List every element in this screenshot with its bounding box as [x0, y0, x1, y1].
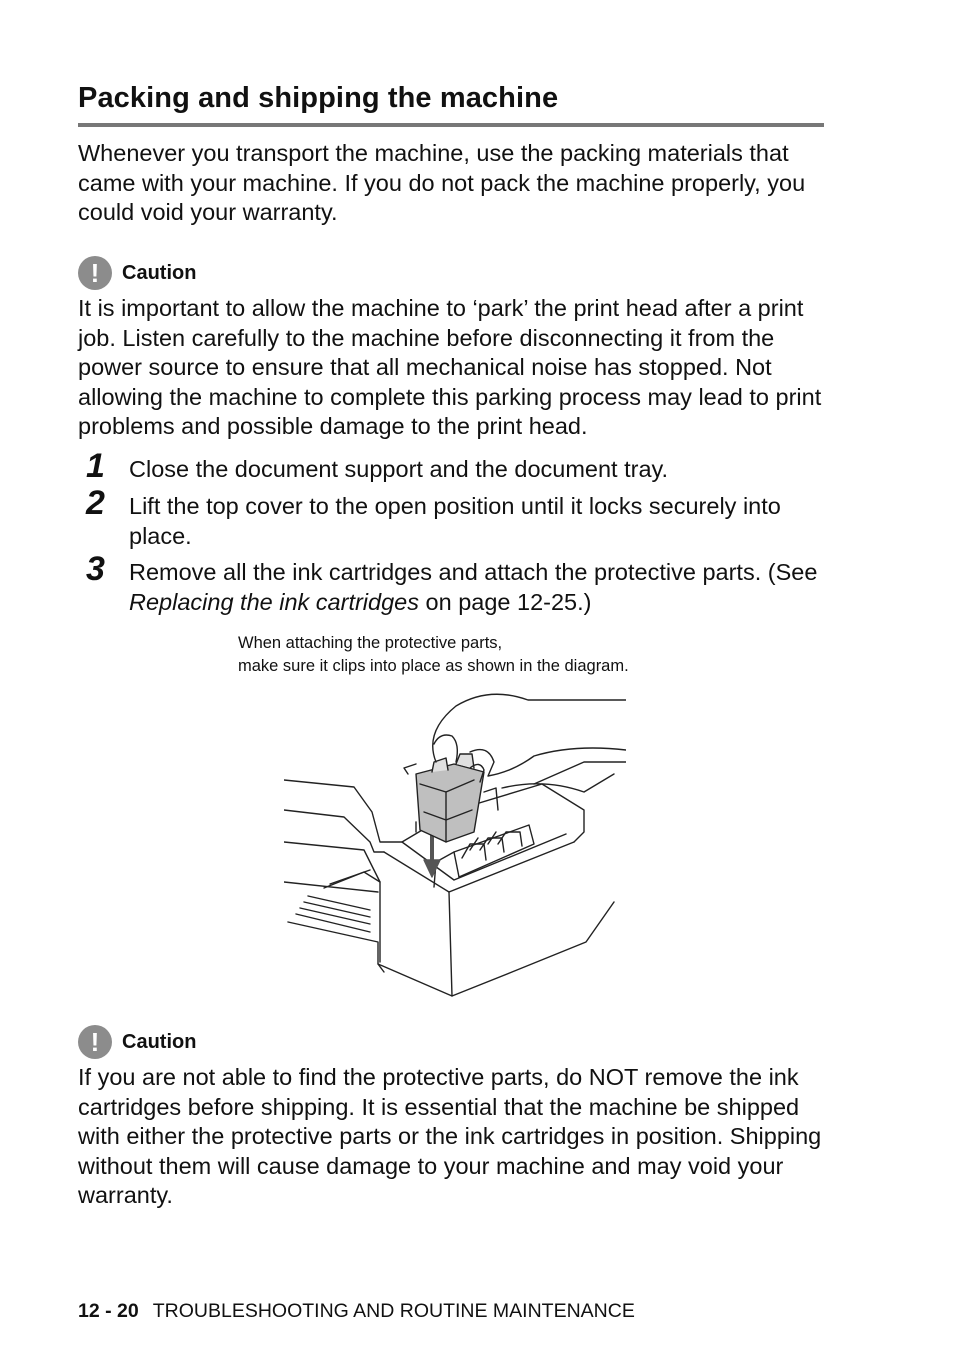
step-text: [129, 558, 826, 617]
figure-note-line-1: When attaching the protective parts,: [238, 634, 503, 652]
step-number: 3: [86, 550, 105, 588]
page-number: 12 - 20: [78, 1300, 139, 1322]
section-title: TROUBLESHOOTING AND ROUTINE MAINTENANCE: [152, 1300, 635, 1322]
exclamation-circle-icon: !: [78, 1025, 112, 1059]
cross-reference-link[interactable]: Replacing the ink cartridges: [129, 588, 419, 615]
caution-text-1: It is important to allow the machine to ‘park’ the print head after a print job. Listen carefully to the machine before disconnecting it from the power source to ensure that all mechanical noise has stopped. Not allowing the machine to complete this parking process may lead to print problems and possible damage to the print head.: [78, 295, 822, 439]
step-text: Close the document support and the document tray.: [129, 456, 669, 482]
caution-text-2: If you are not able to find the protective parts, do NOT remove the ink cartridges before shipping. It is essential that the machine be shipped with either the protective parts or the ink cartridges in position. Shipping without them will cause damage to your machine and may void your warranty.: [78, 1064, 822, 1208]
step-number: 1: [86, 447, 105, 485]
ink-cartridge-illustration: [284, 692, 626, 1002]
figure-note-line-2: make sure it clips into place as shown in the diagram.: [238, 657, 629, 675]
caution-label: Caution: [122, 1030, 197, 1053]
caution-header-2: [78, 1025, 196, 1059]
page-title: Packing and shipping the machine: [78, 82, 824, 127]
page-footer: [78, 1300, 635, 1323]
caution-label: Caution: [122, 261, 197, 284]
intro-paragraph: Whenever you transport the machine, use the packing materials that came with your machine. If you do not pack the machine properly, you could void your warranty.: [78, 140, 806, 225]
step-text-before: Remove all the ink cartridges and attach the protective parts. (See: [129, 559, 818, 585]
step-number: 2: [86, 484, 105, 522]
step-text: Lift the top cover to the open position until it locks securely into place.: [129, 493, 781, 549]
caution-header-1: [78, 256, 196, 290]
step-text-after: on page 12-25.): [419, 588, 592, 615]
figure-note: [238, 632, 798, 678]
exclamation-circle-icon: !: [78, 256, 112, 290]
